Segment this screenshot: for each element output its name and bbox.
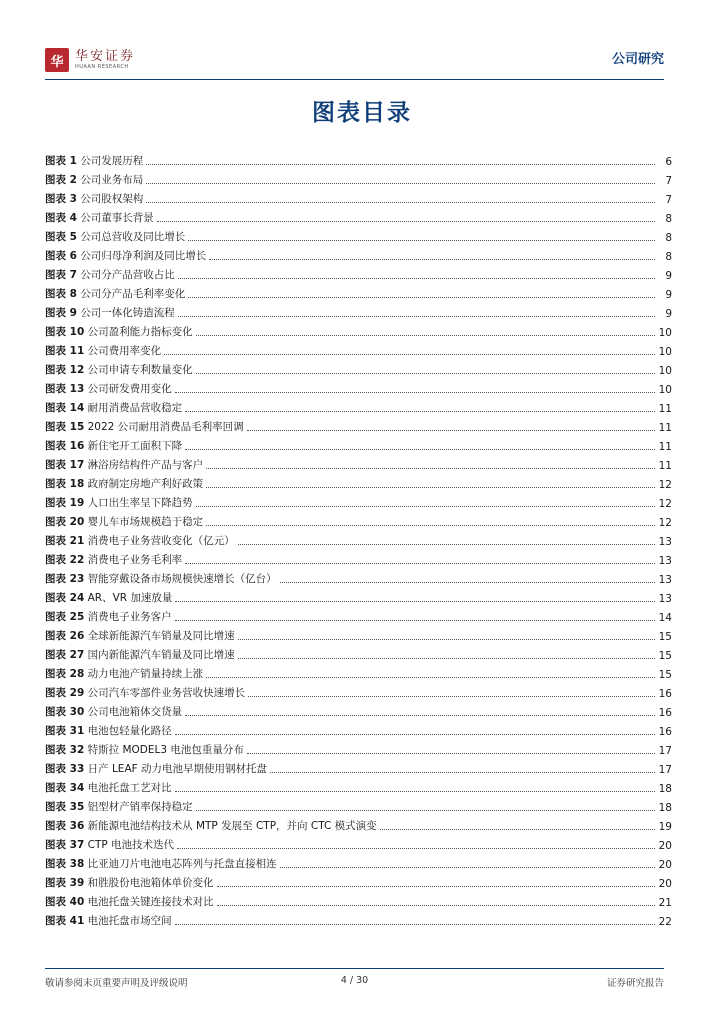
toc-entry-title: CTP 电池技术迭代 [87,839,175,851]
toc-entry[interactable] [45,320,672,339]
toc-leader-dots [175,791,655,792]
page-header [45,40,664,80]
page-title: 图表目录 [312,100,412,126]
toc-entry-label [45,685,245,700]
toc-entry[interactable] [45,434,672,453]
toc-entry[interactable] [45,681,672,700]
toc-entry-page: 12 [658,479,672,491]
toc-entry-label [45,153,143,168]
toc-leader-dots [185,563,655,564]
toc-entry-title: 电池托盘工艺对比 [87,782,172,794]
toc-entry[interactable] [45,890,672,909]
toc-entry-number: 图表 14 [45,402,85,414]
toc-entry[interactable] [45,909,672,928]
toc-entry[interactable] [45,852,672,871]
toc-entry-number: 图表 21 [45,535,85,547]
toc-entry-title: 公司董事长背景 [80,212,154,224]
toc-entry-title: 公司股权架构 [80,193,144,205]
toc-entry[interactable] [45,700,672,719]
toc-entry-label [45,362,193,377]
toc-leader-dots [188,297,655,298]
toc-entry-title: 消费电子业务毛利率 [87,554,183,566]
toc-entry-title: 新住宅开工面积下降 [87,440,183,452]
toc-entry[interactable] [45,814,672,833]
toc-entry[interactable] [45,282,672,301]
toc-entry-number: 图表 34 [45,782,85,794]
toc-entry-title: 公司分产品营收占比 [80,269,175,281]
toc-entry-number: 图表 13 [45,383,85,395]
toc-entry-page: 18 [658,783,672,795]
toc-leader-dots [206,525,655,526]
toc-entry-number: 图表 38 [45,858,85,870]
toc-entry-label [45,837,174,852]
toc-entry-number: 图表 28 [45,668,85,680]
toc-entry-page: 7 [665,175,672,187]
toc-entry-page: 8 [665,232,672,244]
toc-entry-page: 14 [658,612,672,624]
toc-entry-number: 图表 8 [45,288,77,300]
toc-entry-label [45,210,154,225]
toc-leader-dots [209,259,655,260]
toc-leader-dots [196,810,655,811]
toc-entry-number: 图表 32 [45,744,85,756]
toc-entry-page: 11 [658,422,672,434]
toc-entry-page: 13 [658,593,672,605]
toc-entry[interactable] [45,491,672,510]
toc-entry-page: 12 [658,498,672,510]
toc-leader-dots [185,449,655,450]
disclaimer-note: 敬请参阅末页重要声明及评级说明 [45,978,188,989]
toc-entry-label [45,476,203,491]
toc-entry-number: 图表 24 [45,592,85,604]
toc-entry[interactable] [45,339,672,358]
toc-entry-label [45,495,193,510]
company-logo [45,48,135,72]
toc-leader-dots [146,183,655,184]
toc-entry-title: 电池托盘市场空间 [87,915,172,927]
toc-entry-number: 图表 31 [45,725,85,737]
toc-entry-label [45,381,172,396]
toc-entry-page: 16 [658,707,672,719]
toc-entry-title: 动力电池产销量持续上涨 [87,668,204,680]
toc-entry-page: 11 [658,403,672,415]
toc-entry-label [45,324,193,339]
toc-entry-number: 图表 37 [45,839,85,851]
toc-entry-title: 婴儿车市场规模趋于稳定 [87,516,204,528]
toc-entry-number: 图表 27 [45,649,85,661]
toc-leader-dots [238,658,655,659]
toc-entry-number: 图表 40 [45,896,85,908]
toc-entry[interactable] [45,415,672,434]
toc-leader-dots [217,905,655,906]
toc-entry-number: 图表 16 [45,440,85,452]
toc-entry-page: 13 [658,536,672,548]
toc-entry[interactable] [45,396,672,415]
toc-entry-label [45,514,203,529]
toc-entry-label [45,533,235,548]
toc-entry-label [45,799,193,814]
toc-entry-page: 9 [665,308,672,320]
toc-entry[interactable] [45,529,672,548]
toc-entry-title: 国内新能源汽车销量及同比增速 [87,649,235,661]
toc-entry-page: 17 [658,745,672,757]
toc-leader-dots [196,335,655,336]
toc-entry[interactable] [45,301,672,320]
toc-entry[interactable] [45,510,672,529]
toc-entry[interactable] [45,662,672,681]
toc-entry[interactable] [45,244,672,263]
toc-entry-number: 图表 39 [45,877,85,889]
logo-seal-icon: 华 [45,48,69,72]
toc-entry-label [45,438,182,453]
toc-entry-page: 15 [658,650,672,662]
toc-entry-page: 8 [665,213,672,225]
toc-entry[interactable] [45,833,672,852]
footer-divider [45,968,664,969]
toc-entry-label [45,267,175,282]
toc-entry-title: 新能源电池结构技术从 MTP 发展至 CTP，并向 CTC 模式演变 [87,820,377,832]
toc-entry-label [45,229,185,244]
toc-entry[interactable] [45,757,672,776]
toc-leader-dots [238,639,655,640]
toc-entry-number: 图表 23 [45,573,85,585]
toc-entry-number: 图表 33 [45,763,85,775]
toc-leader-dots [248,696,655,697]
toc-entry-title: 特斯拉 MODEL3 电池包重量分布 [87,744,244,756]
toc-leader-dots [175,734,655,735]
toc-entry-label [45,419,244,434]
toc-entry-page: 13 [658,574,672,586]
toc-entry-number: 图表 6 [45,250,77,262]
toc-entry-title: 公司分产品毛利率变化 [80,288,186,300]
logo-text [75,49,135,71]
toc-entry[interactable] [45,377,672,396]
toc-entry-page: 8 [665,251,672,263]
toc-leader-dots [217,886,655,887]
toc-entry-title: 公司研发费用变化 [87,383,172,395]
toc-entry-title: 比亚迪刀片电池电芯阵列与托盘直接相连 [87,858,277,870]
toc-leader-dots [188,240,655,241]
toc-entry-number: 图表 15 [45,421,85,433]
toc-leader-dots [177,848,655,849]
toc-leader-dots [247,753,655,754]
toc-entry-label [45,704,182,719]
logo-english-name: HUAAN RESEARCH [75,64,129,70]
table-of-figures [45,149,672,928]
toc-entry-label [45,305,175,320]
toc-entry-number: 图表 10 [45,326,85,338]
toc-entry-label [45,913,172,928]
toc-entry-title: 淋浴房结构件产品与客户 [87,459,204,471]
toc-leader-dots [175,392,655,393]
toc-entry-number: 图表 29 [45,687,85,699]
toc-leader-dots [280,867,655,868]
toc-entry-label [45,286,185,301]
toc-entry-page: 16 [658,688,672,700]
toc-entry[interactable] [45,548,672,567]
toc-leader-dots [196,373,655,374]
toc-entry[interactable] [45,187,672,206]
toc-entry-label [45,609,172,624]
toc-entry-title: 公司总营收及同比增长 [80,231,186,243]
toc-entry-label [45,400,182,415]
toc-entry-label [45,628,235,643]
toc-entry-page: 17 [658,764,672,776]
toc-entry-label [45,666,203,681]
toc-entry-label [45,875,214,890]
toc-leader-dots [178,316,655,317]
logo-chinese-name: 华安证券 [75,49,136,64]
toc-entry-number: 图表 20 [45,516,85,528]
toc-entry-title: 公司汽车零部件业务营收快速增长 [87,687,246,699]
toc-entry-page: 10 [658,384,672,396]
toc-entry-title: 公司申请专利数量变化 [87,364,193,376]
toc-entry-label [45,723,172,738]
toc-entry-page: 11 [658,460,672,472]
toc-entry-number: 图表 25 [45,611,85,623]
toc-entry-title: AR、VR 加速放量 [87,592,173,604]
toc-leader-dots [238,544,655,545]
toc-entry-label [45,248,206,263]
toc-entry-page: 11 [658,441,672,453]
header-divider [45,79,664,80]
toc-entry-title: 耐用消费品营收稳定 [87,402,183,414]
toc-entry-number: 图表 11 [45,345,85,357]
toc-leader-dots [380,829,655,830]
toc-entry[interactable] [45,586,672,605]
toc-entry-title: 公司盈利能力指标变化 [87,326,193,338]
toc-entry-label [45,818,377,833]
toc-entry-number: 图表 4 [45,212,77,224]
toc-entry-page: 20 [658,859,672,871]
toc-entry-label [45,552,182,567]
toc-entry-number: 图表 2 [45,174,77,186]
toc-entry[interactable] [45,472,672,491]
toc-entry-page: 18 [658,802,672,814]
toc-entry-page: 21 [658,897,672,909]
toc-leader-dots [185,411,655,412]
toc-entry-label [45,647,235,662]
toc-entry[interactable] [45,605,672,624]
toc-entry-page: 10 [658,346,672,358]
toc-entry-title: 公司电池箱体交货量 [87,706,183,718]
toc-entry-label [45,894,214,909]
toc-entry-page: 12 [658,517,672,529]
toc-entry[interactable] [45,168,672,187]
toc-leader-dots [270,772,655,773]
toc-leader-dots [175,601,655,602]
toc-entry[interactable] [45,719,672,738]
toc-entry[interactable] [45,871,672,890]
toc-leader-dots [206,468,655,469]
toc-entry[interactable] [45,358,672,377]
report-category: 证券研究报告 [606,978,664,989]
toc-entry-title: 智能穿戴设备市场规模快速增长（亿台） [87,573,277,585]
toc-leader-dots [206,677,655,678]
toc-entry-label [45,343,161,358]
toc-entry-page: 19 [658,821,672,833]
toc-entry-title: 电池托盘关键连接技术对比 [87,896,214,908]
toc-entry[interactable] [45,263,672,282]
toc-leader-dots [146,202,655,203]
toc-leader-dots [146,164,655,165]
toc-leader-dots [175,924,655,925]
toc-entry-title: 2022 公司耐用消费品毛利率回调 [87,421,244,433]
toc-leader-dots [247,430,655,431]
toc-entry-number: 图表 1 [45,155,77,167]
toc-entry-page: 7 [665,194,672,206]
toc-entry-label [45,742,244,757]
toc-entry[interactable] [45,225,672,244]
toc-entry-title: 和胜股份电池箱体单价变化 [87,877,214,889]
toc-entry-number: 图表 41 [45,915,85,927]
toc-entry[interactable] [45,453,672,472]
toc-leader-dots [178,278,655,279]
toc-entry[interactable] [45,776,672,795]
toc-entry-page: 9 [665,289,672,301]
toc-entry-title: 政府制定房地产利好政策 [87,478,204,490]
toc-entry-number: 图表 36 [45,820,85,832]
toc-entry-label [45,780,172,795]
toc-entry[interactable] [45,795,672,814]
toc-entry-title: 电池包轻量化路径 [87,725,172,737]
toc-entry[interactable] [45,738,672,757]
toc-entry-number: 图表 30 [45,706,85,718]
toc-entry-number: 图表 22 [45,554,85,566]
toc-entry[interactable] [45,149,672,168]
toc-entry-label [45,191,143,206]
toc-entry-number: 图表 35 [45,801,85,813]
toc-entry-title: 铝型材产销率保持稳定 [87,801,193,813]
toc-entry-page: 20 [658,840,672,852]
toc-entry-title: 公司业务布局 [80,174,144,186]
toc-entry-title: 公司归母净利润及同比增长 [80,250,207,262]
toc-entry[interactable] [45,206,672,225]
toc-entry-page: 9 [665,270,672,282]
toc-entry-page: 22 [658,916,672,928]
toc-entry-number: 图表 5 [45,231,77,243]
toc-entry-title: 消费电子业务客户 [87,611,172,623]
toc-entry-page: 10 [658,365,672,377]
toc-entry-page: 15 [658,631,672,643]
toc-entry[interactable] [45,624,672,643]
report-type: 公司研究 [611,52,664,67]
toc-entry-number: 图表 9 [45,307,77,319]
toc-entry-label [45,761,267,776]
toc-entry-label [45,571,277,586]
toc-entry-number: 图表 3 [45,193,77,205]
toc-entry[interactable] [45,567,672,586]
toc-leader-dots [185,715,655,716]
toc-entry-title: 公司发展历程 [80,155,144,167]
toc-entry-number: 图表 19 [45,497,85,509]
toc-entry-page: 13 [658,555,672,567]
toc-entry-label [45,457,203,472]
toc-entry-page: 10 [658,327,672,339]
toc-entry-title: 公司费用率变化 [87,345,162,357]
toc-entry-number: 图表 17 [45,459,85,471]
toc-entry-title: 公司一体化铸造流程 [80,307,175,319]
toc-entry-label [45,172,143,187]
toc-entry-label [45,856,277,871]
toc-entry-title: 日产 LEAF 动力电池早期使用钢材托盘 [87,763,268,775]
toc-entry-title: 全球新能源汽车销量及同比增速 [87,630,235,642]
toc-entry[interactable] [45,643,672,662]
toc-entry-label [45,590,172,605]
toc-entry-page: 20 [658,878,672,890]
toc-entry-number: 图表 12 [45,364,85,376]
toc-leader-dots [280,582,655,583]
page-number: 4 / 30 [340,975,369,986]
toc-entry-number: 图表 18 [45,478,85,490]
toc-entry-number: 图表 7 [45,269,77,281]
toc-entry-page: 16 [658,726,672,738]
toc-leader-dots [196,506,655,507]
toc-leader-dots [164,354,655,355]
toc-entry-title: 消费电子业务营收变化（亿元） [87,535,235,547]
toc-entry-number: 图表 26 [45,630,85,642]
toc-leader-dots [175,620,655,621]
toc-leader-dots [206,487,655,488]
toc-leader-dots [157,221,655,222]
toc-entry-page: 15 [658,669,672,681]
toc-entry-title: 人口出生率呈下降趋势 [87,497,193,509]
toc-entry-page: 6 [665,156,672,168]
